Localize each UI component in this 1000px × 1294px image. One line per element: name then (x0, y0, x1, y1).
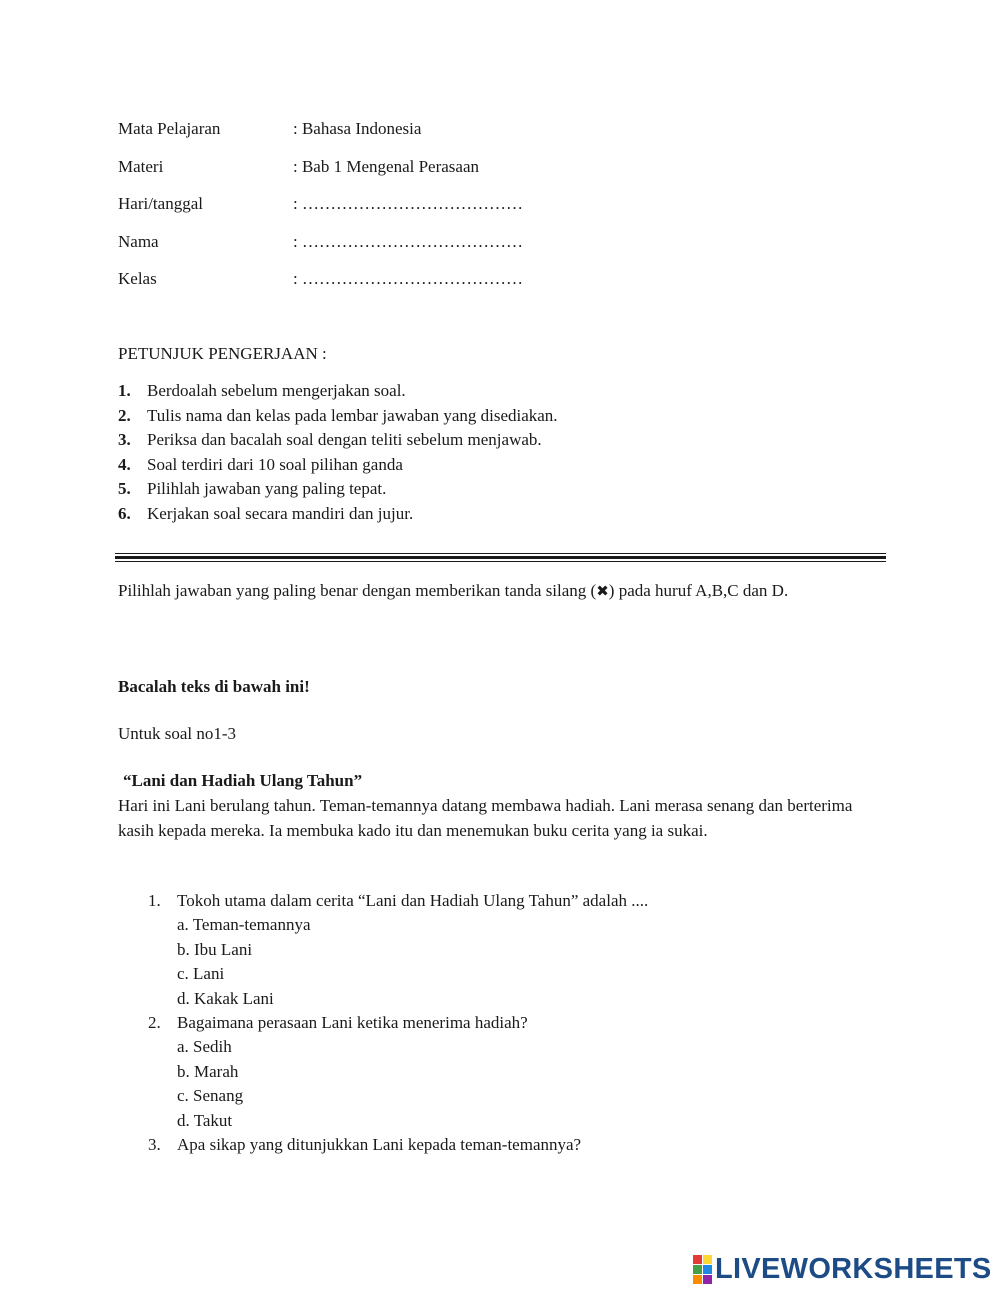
answer-option[interactable]: d. Kakak Lani (177, 989, 274, 1008)
cross-mark-icon: ✖ (596, 582, 609, 600)
logo-mark-cell (703, 1255, 712, 1264)
story-title: “Lani dan Hadiah Ulang Tahun” (123, 771, 363, 790)
header-label-date: Hari/tanggal (118, 194, 203, 213)
instruction-number: 5. (118, 479, 131, 498)
logo-mark-cell (693, 1275, 702, 1284)
reading-heading: Bacalah teks di bawah ini! (118, 677, 310, 696)
header-value-name[interactable]: : ………………………………… (293, 232, 523, 251)
directive-before: Pilihlah jawaban yang paling benar dengan memberikan tanda silang ( (118, 581, 597, 600)
logo-mark-icon (693, 1255, 712, 1284)
question-number: 2. (148, 1013, 161, 1032)
directive-after: ) pada huruf A,B,C dan D. (608, 581, 789, 600)
question-number: 1. (148, 891, 161, 910)
logo-text: LIVEWORKSHEETS (715, 1252, 992, 1285)
instruction-number: 4. (118, 455, 131, 474)
liveworksheets-logo[interactable] (693, 1254, 992, 1284)
instruction-number: 1. (118, 381, 131, 400)
header-value-subject: : Bahasa Indonesia (293, 119, 422, 138)
header-value-date[interactable]: : ………………………………… (293, 194, 523, 213)
header-label-material: Materi (118, 157, 164, 176)
question-text: Tokoh utama dalam cerita “Lani dan Hadiah Ulang Tahun” adalah .... (177, 891, 649, 910)
header-label-subject: Mata Pelajaran (118, 119, 221, 138)
question-number: 3. (148, 1135, 161, 1154)
header-label-class: Kelas (118, 269, 157, 288)
question-text: Bagaimana perasaan Lani ketika menerima hadiah? (177, 1013, 528, 1032)
instruction-text: Periksa dan bacalah soal dengan teliti sebelum menjawab. (147, 430, 542, 449)
answer-option[interactable]: b. Ibu Lani (177, 940, 253, 959)
answer-option[interactable]: b. Marah (177, 1062, 239, 1081)
logo-mark-cell (703, 1265, 712, 1274)
instructions-title: PETUNJUK PENGERJAAN : (118, 344, 327, 363)
instruction-text: Pilihlah jawaban yang paling tepat. (147, 479, 387, 498)
question-text: Apa sikap yang ditunjukkan Lani kepada teman-temannya? (177, 1135, 582, 1154)
answer-option[interactable]: c. Lani (177, 964, 225, 983)
logo-mark-cell (693, 1265, 702, 1274)
instruction-text: Berdoalah sebelum mengerjakan soal. (147, 381, 406, 400)
instruction-text: Soal terdiri dari 10 soal pilihan ganda (147, 455, 403, 474)
instruction-number: 6. (118, 504, 131, 523)
instruction-text: Tulis nama dan kelas pada lembar jawaban yang disediakan. (147, 406, 558, 425)
answer-option[interactable]: a. Sedih (177, 1037, 232, 1056)
directive-text (118, 578, 885, 604)
answer-option[interactable]: a. Teman-temannya (177, 915, 311, 934)
logo-mark-cell (703, 1275, 712, 1284)
answer-option[interactable]: d. Takut (177, 1111, 233, 1130)
header-label-name: Nama (118, 232, 159, 251)
story-text: Hari ini Lani berulang tahun. Teman-temannya datang membawa hadiah. Lani merasa senang dan berterima kasih kepada mereka. Ia membuka kado itu dan menemukan buku cerita yang ia sukai. (118, 796, 853, 840)
instruction-number: 2. (118, 406, 131, 425)
header-value-class[interactable]: : ………………………………… (293, 269, 523, 288)
logo-mark-cell (693, 1255, 702, 1264)
instruction-number: 3. (118, 430, 131, 449)
answer-option[interactable]: c. Senang (177, 1086, 244, 1105)
instruction-text: Kerjakan soal secara mandiri dan jujur. (147, 504, 414, 523)
reading-scope: Untuk soal no1-3 (118, 724, 237, 743)
header-value-material: : Bab 1 Mengenal Perasaan (293, 157, 479, 176)
